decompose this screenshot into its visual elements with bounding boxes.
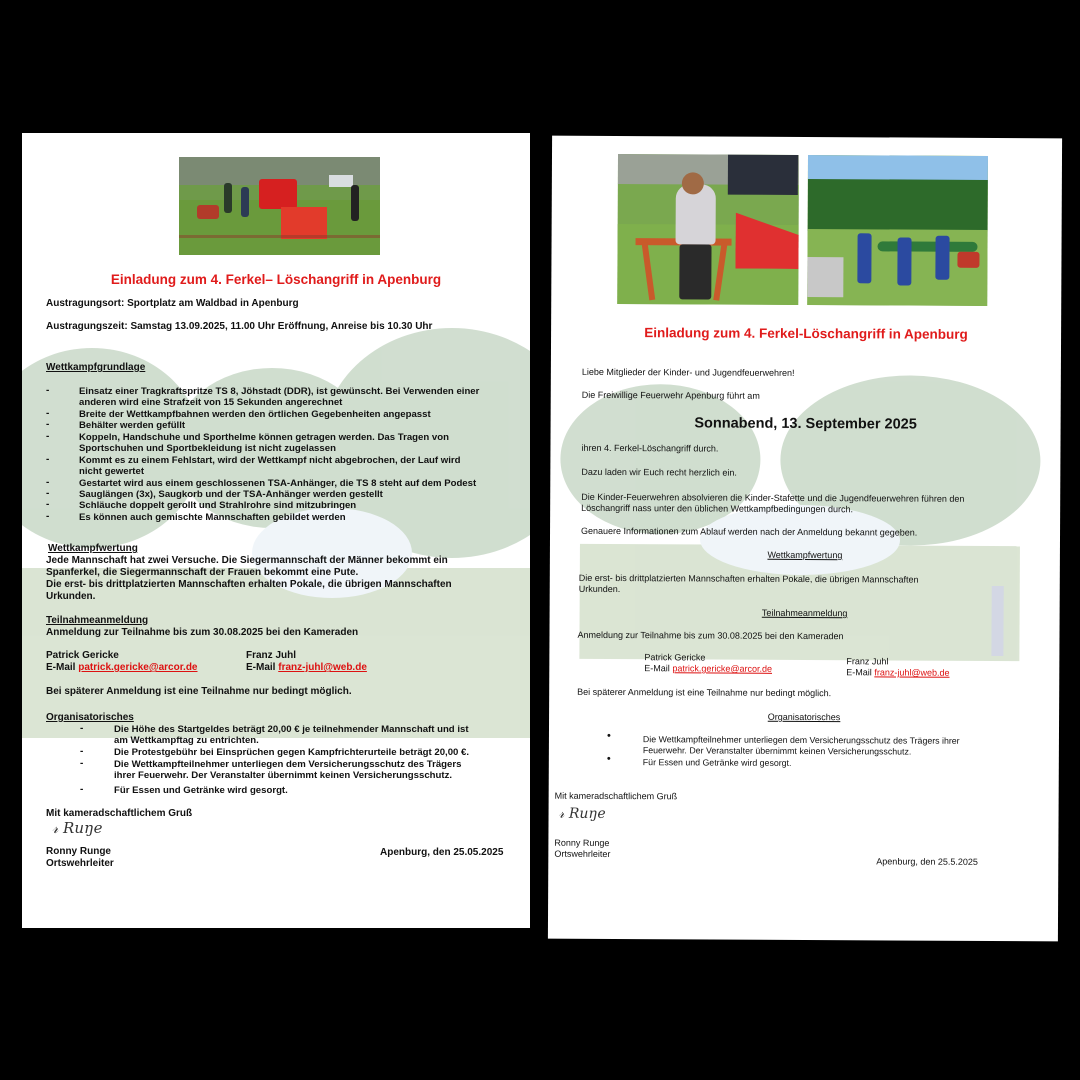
- invitation-sheet-adults: Einladung zum 4. Ferkel– Löschangriff in Apenburg Austragungsort: Sportplatz am Waldbad in Apenburg Austragungszeit: Samstag 13.09.2025, 11.00 Uhr Eröffnung, Anreise bis 10.30 Uhr Wettkampfgrundlage - Einsatz einer Tragkraftspritze TS 8, Jöhstadt (DDR), ist gewünscht. Bei Verwenden einer anderen wird eine Strafzeit von 15 Sekunden angerechnet - Breite der Wettkampfbahnen werden den örtlichen Gegebenheiten angepasst - Behälter werden gefüllt - Koppeln, Handschuhe und Sporthelme können getragen werden. Das Tragen von Sportschuhen und Sportbekleidung ist nicht zugelassen - Kommt es zu einem Fehlstart, wird der Wettkampf nicht abgebrochen, der Lauf wird nicht gewertet - Gestartet wird aus einem geschlossenen TSA-Anhänger, die TS 8 steht auf dem Podest - Sauglängen (3x), Saugkorb und der TSA-Anhänger werden gestellt - Schläuche doppelt gerollt und Strahlrohre sind mitzubringen - Es können auch gemischte Mannschaften gebildet werden Wettkampfwertung Jede Mannschaft hat zwei Versuche. Die Siegermannschaft der Männer bekommt ein Spanferkel, die Siegermannschaft der Frauen bekommt eine Pute. Die erst- bis drittplatzierten Mannschaften erhalten Pokale, die übrigen Mannschaften Urkunden. Teilnahmeanmeldung Anmeldung zur Teilnahme bis zum 30.08.2025 bei den Kameraden Patrick Gericke E-Mail patrick.gericke@arcor.de Franz Juhl E-Mail franz-juhl@web.de Bei späterer Anmeldung ist eine Teilnahme nur bedingt möglich. Organisatorisches - Die Höhe des Startgeldes beträgt 20,00 € je teilnehmender Mannschaft und ist am Wettkampftag zu entrichten. - Die Protestgebühr bei Einsprüchen gegen Kampfrichterurteile beträgt 20,00 €. - Die Wettkampfteilnehmer unterliegen dem Versicherungsschutz des Trägers ihrer Feuerwehr. Der Veranstalter übernimmt keinen Versicherungsschutz. - Für Essen und Getränke wird gesorgt. Mit kameradschaftlichem Gruß 𝓇 Ruŋe Ronny Runge Ortswehrleiter Apenburg, den 25.05.2025: [22, 133, 530, 928]
- invitation-sheet-youth: [548, 136, 1062, 942]
- list-item: Schläuche doppelt gerollt und Strahlrohre sind mitzubringen: [79, 500, 357, 511]
- section-heading-org: Organisatorisches: [46, 712, 134, 723]
- wertung-line: Jede Mannschaft hat zwei Versuche. Die Siegermannschaft der Männer bekommt ein: [46, 555, 448, 566]
- list-item: Gestartet wird aus einem geschlossenen TSA-Anhänger, die TS 8 steht auf dem Podest: [79, 478, 477, 489]
- wertung-line: Urkunden.: [46, 591, 96, 602]
- section-heading-grundlage: Wettkampfgrundlage: [46, 362, 146, 373]
- time-line: Austragungszeit: Samstag 13.09.2025, 11.00 Uhr Eröffnung, Anreise bis 10.30 Uhr: [46, 321, 433, 332]
- place-date: Apenburg, den 25.5.2025: [876, 856, 978, 867]
- list-item: Sportschuhen und Sportbekleidung ist nicht zugelassen: [79, 443, 336, 454]
- list-item: Für Essen und Getränke wird gesorgt.: [114, 785, 288, 796]
- email-label: E-Mail: [46, 662, 76, 673]
- wertung-line: Spanferkel, die Siegermannschaft der Frauen bekommt eine Pute.: [46, 567, 359, 578]
- list-item: Die Protestgebühr bei Einsprüchen gegen Kampfrichterurteile beträgt 20,00 €.: [114, 747, 470, 758]
- invite-line: Dazu laden wir Euch recht herzlich ein.: [581, 466, 737, 478]
- kinder-line: Die Kinder-Feuerwehren absolvieren die Kinder-Stafette und die Jugendfeuerwehren führen den: [581, 491, 965, 504]
- org-list: • Die Wettkampfteilnehmer unterliegen dem Versicherungsschutz des Trägers ihrer Feuerwehr. Der Veranstalter übernimmt keinen Versicherungsschutz. • Für Essen und Getränke wird gesorgt.: [606, 729, 960, 768]
- list-item: Sauglängen (3x), Saugkorb und der TSA-Anhänger werden gestellt: [79, 489, 383, 500]
- email-link-juhl[interactable]: franz-juhl@web.de: [874, 667, 950, 678]
- list-item: Einsatz einer Tragkraftspritze TS 8, Jöhstadt (DDR), ist gewünscht. Bei Verwenden einer: [79, 386, 480, 397]
- email-link-gericke[interactable]: patrick.gericke@arcor.de: [78, 662, 198, 673]
- signature-icon: 𝓇 Ruŋe: [52, 819, 103, 837]
- list-item: Koppeln, Handschuhe und Sporthelme können getragen werden. Das Tragen von: [79, 432, 449, 443]
- section-heading-anmeldung: Teilnahmeanmeldung: [46, 615, 149, 626]
- email-label: E-Mail: [644, 663, 670, 674]
- contact-name: Franz Juhl: [246, 650, 297, 661]
- list-item: Es können auch gemischte Mannschaften gebildet werden: [79, 512, 346, 523]
- signer-name: Ronny Runge: [554, 837, 610, 848]
- contact-email-row: [46, 662, 198, 674]
- anmeldung-text: Anmeldung zur Teilnahme bis zum 30.08.2025 bei den Kameraden: [577, 629, 844, 642]
- signature-icon: 𝓇 Ruŋe: [558, 805, 606, 822]
- signer-role: Ortswehrleiter: [46, 858, 114, 869]
- contact-name: Patrick Gericke: [644, 652, 706, 663]
- greeting: Mit kameradschaftlichem Gruß: [46, 808, 193, 819]
- event-date-headline: Sonnabend, 13. September 2025: [694, 415, 917, 433]
- after-date-line: ihren 4. Ferkel-Löschangriff durch.: [581, 442, 719, 454]
- header-photo-firefighters: [179, 157, 380, 255]
- wertung-line: Urkunden.: [578, 583, 621, 595]
- contact-email-row: [644, 663, 772, 675]
- venue-line: Austragungsort: Sportplatz am Waldbad in Apenburg: [46, 298, 299, 309]
- place-date: Apenburg, den 25.05.2025: [380, 847, 504, 858]
- email-label: E-Mail: [246, 662, 276, 673]
- list-item: Feuerwehr. Der Veranstalter übernimmt keinen Versicherungsschutz.: [642, 745, 912, 757]
- list-item: anderen wird eine Strafzeit von 15 Sekunden angerechnet: [79, 397, 343, 408]
- section-heading-wertung: Wettkampfwertung: [767, 549, 843, 561]
- contact-email-row: [846, 667, 949, 679]
- section-heading-org: Organisatorisches: [767, 711, 841, 723]
- late-registration-note: Bei späterer Anmeldung ist eine Teilnahme nur bedingt möglich.: [577, 686, 832, 699]
- page-title: Einladung zum 4. Ferkel– Löschangriff in Apenburg: [110, 272, 442, 287]
- intro-line: Die Freiwillige Feuerwehr Apenburg führt am: [581, 389, 760, 401]
- list-item: Breite der Wettkampfbahnen werden den örtlichen Gegebenheiten angepasst: [79, 409, 431, 420]
- contact-name: Patrick Gericke: [46, 650, 119, 661]
- list-item: am Wettkampftag zu entrichten.: [114, 735, 259, 746]
- wertung-line: Die erst- bis drittplatzierten Mannschaften erhalten Pokale, die übrigen Mannschaften: [46, 579, 452, 590]
- header-photo-kids-team: [807, 155, 988, 306]
- list-item: Die Höhe des Startgeldes beträgt 20,00 € je teilnehmender Mannschaft und ist: [114, 724, 469, 735]
- late-registration-note: Bei späterer Anmeldung ist eine Teilnahme nur bedingt möglich.: [46, 686, 352, 697]
- contact-name: Franz Juhl: [846, 656, 889, 667]
- list-item: Die Wettkampfteilnehmer unterliegen dem Versicherungsschutz des Trägers ihrer: [642, 734, 960, 746]
- greeting: Mit kameradschaftlichem Gruß: [554, 790, 678, 802]
- list-item: ihrer Feuerwehr. Der Veranstalter übernimmt keinen Versicherungsschutz.: [114, 770, 453, 781]
- list-item: Kommt es zu einem Fehlstart, wird der Wettkampf nicht abgebrochen, der Lauf wird: [79, 455, 461, 466]
- email-label: E-Mail: [846, 667, 872, 678]
- wertung-line: Die erst- bis drittplatzierten Mannschaften erhalten Pokale, die übrigen Mannschaften: [578, 572, 919, 585]
- contact-email-row: [246, 662, 367, 674]
- list-item: Behälter werden gefüllt: [79, 420, 186, 431]
- section-heading-wertung: Wettkampfwertung: [48, 543, 138, 554]
- header-photo-child-with-hose: [617, 154, 799, 305]
- kinder-line: Löschangriff nass unter den üblichen Wettkampfbedingungen durch.: [581, 502, 854, 515]
- list-item: nicht gewertet: [79, 466, 145, 477]
- list-item: Für Essen und Getränke wird gesorgt.: [642, 757, 792, 768]
- signer-name: Ronny Runge: [46, 846, 111, 857]
- signer-role: Ortswehrleiter: [554, 848, 611, 859]
- section-heading-anmeldung: Teilnahmeanmeldung: [761, 607, 848, 619]
- email-link-gericke[interactable]: patrick.gericke@arcor.de: [672, 663, 773, 674]
- anmeldung-text: Anmeldung zur Teilnahme bis zum 30.08.2025 bei den Kameraden: [46, 627, 359, 638]
- info-line: Genauere Informationen zum Ablauf werden nach der Anmeldung bekannt gegeben.: [581, 525, 918, 538]
- page-title: Einladung zum 4. Ferkel-Löschangriff in Apenburg: [644, 325, 968, 342]
- list-item: Die Wettkampfteilnehmer unterliegen dem Versicherungsschutz des Trägers: [114, 759, 462, 770]
- email-link-juhl[interactable]: franz-juhl@web.de: [278, 662, 367, 673]
- salutation: Liebe Mitglieder der Kinder- und Jugendfeuerwehren!: [581, 366, 795, 378]
